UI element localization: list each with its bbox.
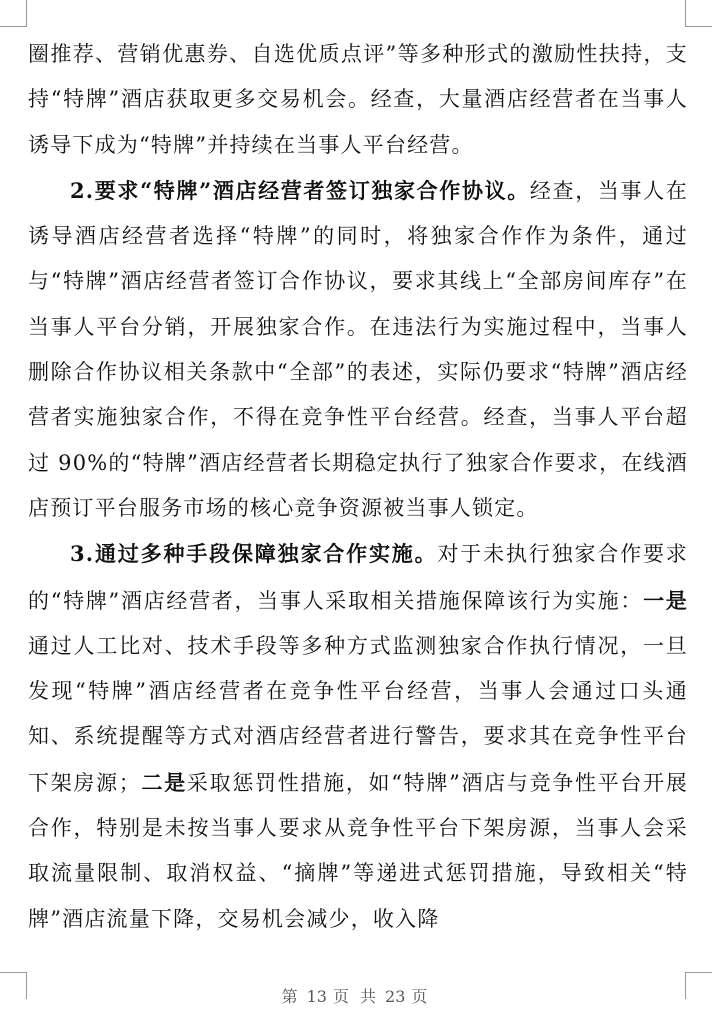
footer-page-number: 13 (306, 987, 327, 1006)
paragraph-3 (28, 531, 688, 942)
paragraph-2-text: 经查，当事人在诱导酒店经营者选择“特牌”的同时，将独家合作作为条件，通过与“特牌”酒店经营者签订合作协议，要求其线上“全部房间库存”在当事人平台分销，开展独家合作。在违法行为实施过程中，当事人删除合作协议相关条款中“全部”的表述，实际仍要求“特牌”酒店经营者实施独家合作，不得在竞争性平台经营。经查，当事人平台超过 90%的“特牌”酒店经营者长期稳定执行了独家合作要求，在线酒店预订平台服务市场的核心竞争资源被当事人锁定。 (28, 178, 688, 520)
paragraph-3-text-a: 对于未执行独家合作要求的“特牌”酒店经营者，当事人采取相关措施保障该行为实施： (28, 542, 689, 613)
paragraph-1-text: 圈推荐、营销优惠券、自选优质点评”等多种形式的激励性扶持，支持“特牌”酒店获取更多交易机会。经查，大量酒店经营者在当事人诱导下成为“特牌”并持续在当事人平台经营。 (28, 42, 688, 157)
crop-mark-top-right (685, 0, 712, 27)
paragraph-2 (28, 168, 688, 531)
paragraph-3-heading: 3.通过多种手段保障独家合作实施。 (70, 541, 438, 567)
paragraph-3-lead-1: 一是 (643, 587, 688, 613)
footer-suffix: 页 (411, 987, 431, 1006)
footer-total-pages: 23 (385, 987, 406, 1006)
paragraph-3-text-b: 通过人工比对、技术手段等多种方式监测独家合作执行情况，一旦发现“特牌”酒店经营者在竞争性平台经营，当事人会通过口头通知、系统提醒等方式对酒店经营者进行警告，要求其在竞争性平台下架房源； (28, 633, 688, 795)
paragraph-2-heading: 2.要求“特牌”酒店经营者签订独家合作协议。 (70, 177, 530, 203)
document-body (28, 32, 688, 942)
paragraph-3-lead-2: 二是 (141, 769, 187, 795)
paragraph-3-text-c: 采取惩罚性措施，如“特牌”酒店与竞争性平台开展合作，特别是未按当事人要求从竞争性平台下架房源，当事人会采取流量限制、取消权益、“摘牌”等递进式惩罚措施，导致相关“特牌”酒店流量下降，交易机会减少，收入降 (28, 770, 689, 931)
footer-middle: 页 共 (332, 987, 380, 1006)
page-footer (0, 984, 712, 1007)
footer-prefix: 第 (281, 987, 301, 1006)
crop-mark-top-left (0, 0, 27, 27)
paragraph-1 (28, 32, 688, 168)
